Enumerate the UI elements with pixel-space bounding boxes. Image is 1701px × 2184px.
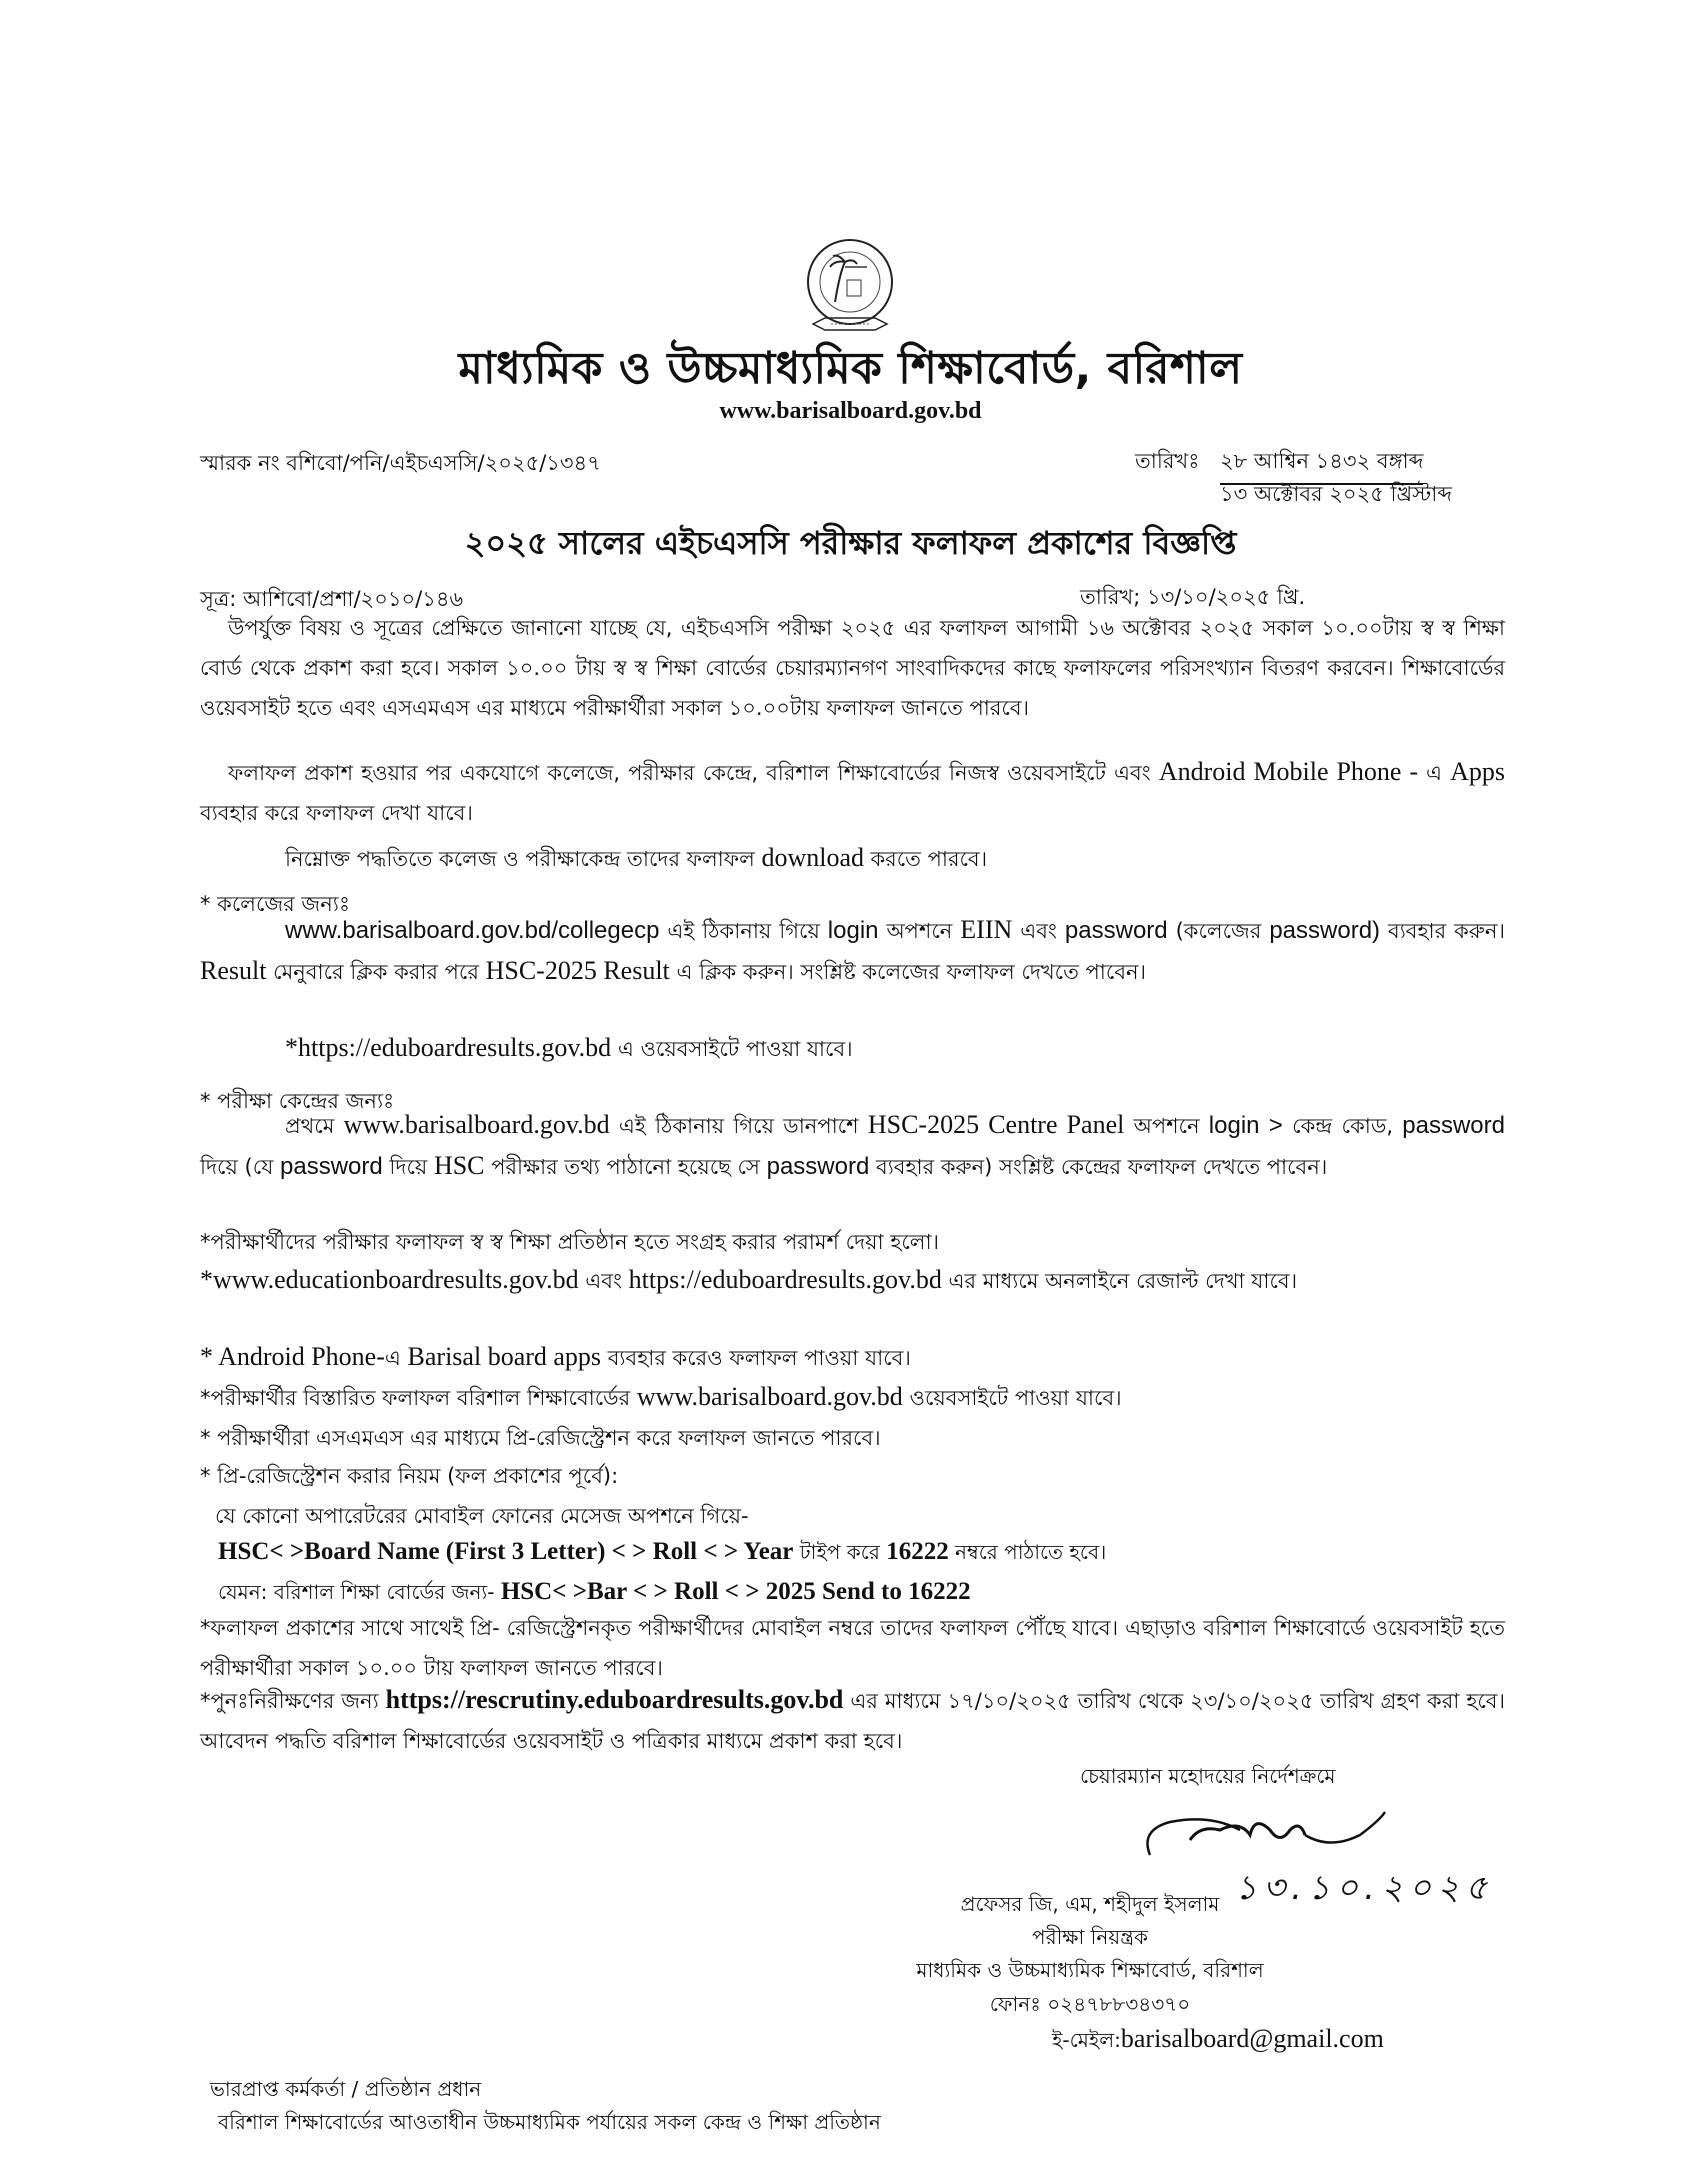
- text-en: Result: [200, 956, 267, 985]
- text-en: HSC< >Bar < > Roll < > 2025 Send to 16222: [500, 1578, 971, 1605]
- notice-title: ২০২৫ সালের এইচএসসি পরীক্ষার ফলাফল প্রকাশের বিজ্ঞপ্তি: [464, 524, 1237, 562]
- signatory-email: [1052, 2024, 1384, 2059]
- text: নম্বরে পাঠাতে হবে।: [948, 1540, 1107, 1564]
- text-en: password: [280, 1153, 383, 1180]
- collection-advice: *পরীক্ষার্থীদের পরীক্ষার ফলাফল স্ব স্ব শিক্ষা প্রতিষ্ঠান হতে সংগ্রহ করার পরামর্শ দেয়া হলো।: [200, 1230, 940, 1254]
- education-board-results-link[interactable]: *www.educationboardresults.gov.bd: [200, 1265, 579, 1294]
- text-en: Apps: [1450, 757, 1505, 786]
- board-seal-icon: [795, 232, 905, 342]
- text: *পরীক্ষার্থীর বিস্তারিত ফলাফল বরিশাল শিক্ষাবোর্ডের: [200, 1386, 637, 1410]
- text-en: Android Mobile Phone -: [1158, 757, 1426, 786]
- text: অপশনে: [878, 919, 961, 943]
- preregistration-rule-heading: * প্রি-রেজিস্ট্রেশন করার নিয়ম (ফল প্রকাশের পূর্বে):: [200, 1464, 619, 1488]
- college-section-heading: * কলেজের জন্যঃ: [200, 892, 351, 916]
- text: এর মাধ্যমে অনলাইনে রেজাল্ট দেখা যাবে।: [941, 1269, 1298, 1293]
- text-en: EIIN: [960, 915, 1013, 944]
- text: মেনুবারে ক্লিক করার পরে: [266, 960, 486, 984]
- text: নিম্নোক্ত পদ্ধতিতে কলেজ ও পরীক্ষাকেন্দ্র তাদের ফলাফল: [285, 847, 762, 871]
- text-en: HSC-2025 Result: [485, 956, 670, 985]
- signatory-designation: পরীক্ষা নিয়ন্ত্রক: [1032, 1925, 1148, 1949]
- organization-name: মাধ্যমিক ও উচ্চমাধ্যমিক শিক্ষাবোর্ড, বরিশাল: [458, 343, 1243, 394]
- sms-preregistration-note: * পরীক্ষার্থীরা এসএমএস এর মাধ্যমে প্রি-রেজিস্ট্রেশন করে ফলাফল জানতে পারবে।: [200, 1426, 881, 1450]
- text: অপশনে: [1124, 1114, 1209, 1138]
- eduboard-results-link[interactable]: *https://eduboardresults.gov.bd: [285, 1033, 612, 1062]
- text: (কলেজের: [1167, 919, 1270, 943]
- signed-date: ১৩.১০.২০২৫: [1235, 1868, 1494, 1908]
- rescrutiny-link[interactable]: https://rescrutiny.eduboardresults.gov.bd: [385, 1685, 844, 1714]
- signatory-organization: মাধ্যমিক ও উচ্চমাধ্যমিক শিক্ষাবোর্ড, বরিশাল: [916, 1958, 1264, 1982]
- text-en: HSC-2025 Centre Panel: [867, 1110, 1125, 1139]
- sms-example: [218, 1576, 971, 1611]
- text: এ ওয়েবসাইটে পাওয়া যাবে।: [611, 1037, 853, 1061]
- board-website-link[interactable]: www.barisalboard.gov.bd: [343, 1110, 610, 1139]
- sms-number: 16222: [886, 1538, 949, 1565]
- rescrutiny-note: [200, 1680, 1505, 1761]
- paragraph-text: উপর্যুক্ত বিষয় ও সূত্রের প্রেক্ষিতে জানানো যাচ্ছে যে, এইচএসসি পরীক্ষা ২০২৫ এর ফলাফল আগামী ১৬ অক্টোবর ২০২৫ সকাল ১০.০০টায় স্ব স্ব শিক্ষা বোর্ড থেকে প্রকাশ করা হবে। সকাল ১০.০০ টায় স্ব স্ব শিক্ষা বোর্ডের চেয়ারম্যানগণ সাংবাদিকদের কাছে ফলাফলের পরিসংখ্যান বিতরণ করবেন। শিক্ষাবোর্ডের ওয়েবসাইট হতে এবং এসএমএস এর মাধ্যমে পরীক্ষার্থীরা সকাল ১০.০০টায় ফলাফল জানতে পারবে।: [200, 616, 1505, 720]
- date-bangla: ২৮ আশ্বিন ১৪৩২ বঙ্গাব্দ: [1220, 445, 1423, 485]
- paragraph-result-publication: [200, 608, 1505, 728]
- detailed-result-note: [200, 1382, 1122, 1417]
- text-en: password): [1269, 917, 1381, 944]
- text: এ: [384, 1346, 408, 1370]
- text: যেমন: বরিশাল শিক্ষা বোর্ডের জন্য-: [218, 1580, 501, 1604]
- text-en: Barisal board apps: [407, 1342, 602, 1371]
- text-en: login: [827, 917, 879, 944]
- text: করতে পারবে।: [870, 847, 988, 871]
- preregistration-delivery-note: *ফলাফল প্রকাশের সাথে সাথেই প্রি- রেজিস্ট্রেশনকৃত পরীক্ষার্থীদের মোবাইল নম্বরে তাদের ফলাফল পৌঁছে যাবে। এছাড়াও বরিশাল শিক্ষাবোর্ডে ওয়েবসাইট হতে পরীক্ষার্থীরা সকাল ১০.০০ টায় ফলাফল জানতে পারবে।: [200, 1616, 1505, 1680]
- text: এই ঠিকানায় গিয়ে: [659, 919, 828, 943]
- eduboard-results-note: [285, 1033, 853, 1068]
- paragraph-result-channels: [200, 752, 1505, 833]
- sms-format: [218, 1536, 1106, 1571]
- college-portal-link[interactable]: www.barisalboard.gov.bd/collegecp: [285, 917, 660, 944]
- text-en: password: [766, 1153, 870, 1180]
- paragraph-download-method: [285, 838, 1485, 879]
- chairman-order: চেয়ারম্যান মহোদয়ের নির্দেশক্রমে: [1080, 1764, 1336, 1788]
- text: ফলাফল প্রকাশ হওয়ার পর একযোগে কলেজে, পরীক্ষার কেন্দ্রে, বরিশাল শিক্ষাবোর্ডের নিজস্ব ওয়েবসাইটে এবং: [228, 761, 1159, 785]
- online-results-note: [200, 1260, 1505, 1301]
- text: এবং: [578, 1269, 629, 1293]
- centre-instructions: [200, 1105, 1505, 1187]
- text: কেন্দ্র কোড,: [1282, 1114, 1403, 1138]
- text-en: HSC: [433, 1151, 485, 1180]
- centre-section-heading: * পরীক্ষা কেন্দ্রের জন্যঃ: [200, 1089, 395, 1113]
- apps-note: [200, 1342, 911, 1377]
- text: ব্যবহার করুন) সংশ্লিষ্ট কেন্দ্রের ফলাফল দেখতে পাবেন।: [869, 1155, 1328, 1179]
- text: দিয়ে (যে: [200, 1155, 281, 1179]
- text: এ ক্লিক করুন। সংশ্লিষ্ট কলেজের ফলাফল দেখতে পাবেন।: [669, 960, 1147, 984]
- recipient-line-1: ভারপ্রাপ্ত কর্মকর্তা / প্রতিষ্ঠান প্রধান: [210, 2077, 482, 2101]
- text: ব্যবহার করুন।: [1380, 919, 1505, 943]
- text: টাইপ করে: [793, 1540, 887, 1564]
- board-website-link[interactable]: www.barisalboard.gov.bd: [636, 1382, 903, 1411]
- text: *পুনঃনিরীক্ষণের জন্য: [200, 1689, 386, 1713]
- date-gregorian: ১৩ অক্টোবর ২০২৫ খ্রিস্টাব্দ: [1220, 482, 1453, 506]
- text: ব্যবহার করেও ফলাফল পাওয়া যাবে।: [601, 1346, 911, 1370]
- signatory-name: প্রফেসর জি, এম, শহীদুল ইসলাম: [960, 1892, 1220, 1916]
- text: এর মাধ্যমে ১৭/১০/২০২৫ তারিখ থেকে ২৩/১০/২০২৫ তারিখ গ্রহণ করা হবে। আবেদন পদ্ধতি বরিশাল শিক্ষাবোর্ডের ওয়েবসাইট ও পত্রিকার মাধ্যমে প্রকাশ করা হবে।: [200, 1689, 1505, 1753]
- text: ওয়েবসাইটে পাওয়া যাবে।: [902, 1386, 1122, 1410]
- text: দিয়ে: [382, 1155, 434, 1179]
- text-en: password: [1402, 1112, 1505, 1139]
- text: এ: [1426, 761, 1451, 785]
- email-link[interactable]: barisalboard@gmail.com: [1120, 2024, 1384, 2053]
- text-en: login >: [1208, 1112, 1283, 1139]
- reference-number: সূত্র: আশিবো/প্রশা/২০১০/১৪৬: [200, 587, 464, 611]
- text: পরীক্ষার তথ্য পাঠানো হয়েছে সে: [484, 1155, 767, 1179]
- text: এই ঠিকানায় গিয়ে ডানপাশে: [609, 1114, 868, 1138]
- email-label: ই-মেইল:: [1052, 2028, 1121, 2052]
- memo-number: স্মারক নং বশিবো/পনি/এইচএসসি/২০২৫/১৩৪৭: [200, 451, 601, 475]
- college-instructions: [200, 910, 1505, 992]
- text: প্রথমে: [285, 1114, 344, 1138]
- text: ব্যবহার করে ফলাফল দেখা যাবে।: [200, 801, 473, 825]
- operator-instruction: যে কোনো অপারেটরের মোবাইল ফোনের মেসেজ অপশনে গিয়ে-: [215, 1504, 749, 1528]
- eduboard-results-link[interactable]: https://eduboardresults.gov.bd: [628, 1265, 942, 1294]
- organization-website: www.barisalboard.gov.bd: [719, 398, 982, 424]
- signatory-phone: ফোনঃ ০২৪৭৮৮৩৪৩৭০: [989, 1992, 1191, 2016]
- recipient-line-2: বরিশাল শিক্ষাবোর্ডের আওতাধীন উচ্চমাধ্যমিক পর্যায়ের সকল কেন্দ্র ও শিক্ষা প্রতিষ্ঠান: [218, 2110, 881, 2134]
- text: এবং: [1012, 919, 1065, 943]
- text-en: password: [1064, 917, 1168, 944]
- reference-date: তারিখ; ১৩/১০/২০২৫ খ্রি.: [1080, 585, 1306, 609]
- text-en: HSC< >Board Name (First 3 Letter) < > Roll < > Year: [218, 1538, 794, 1565]
- text-en: * Android Phone-: [200, 1342, 385, 1371]
- date-label: তারিখঃ: [1135, 449, 1200, 473]
- text-en: download: [761, 843, 871, 872]
